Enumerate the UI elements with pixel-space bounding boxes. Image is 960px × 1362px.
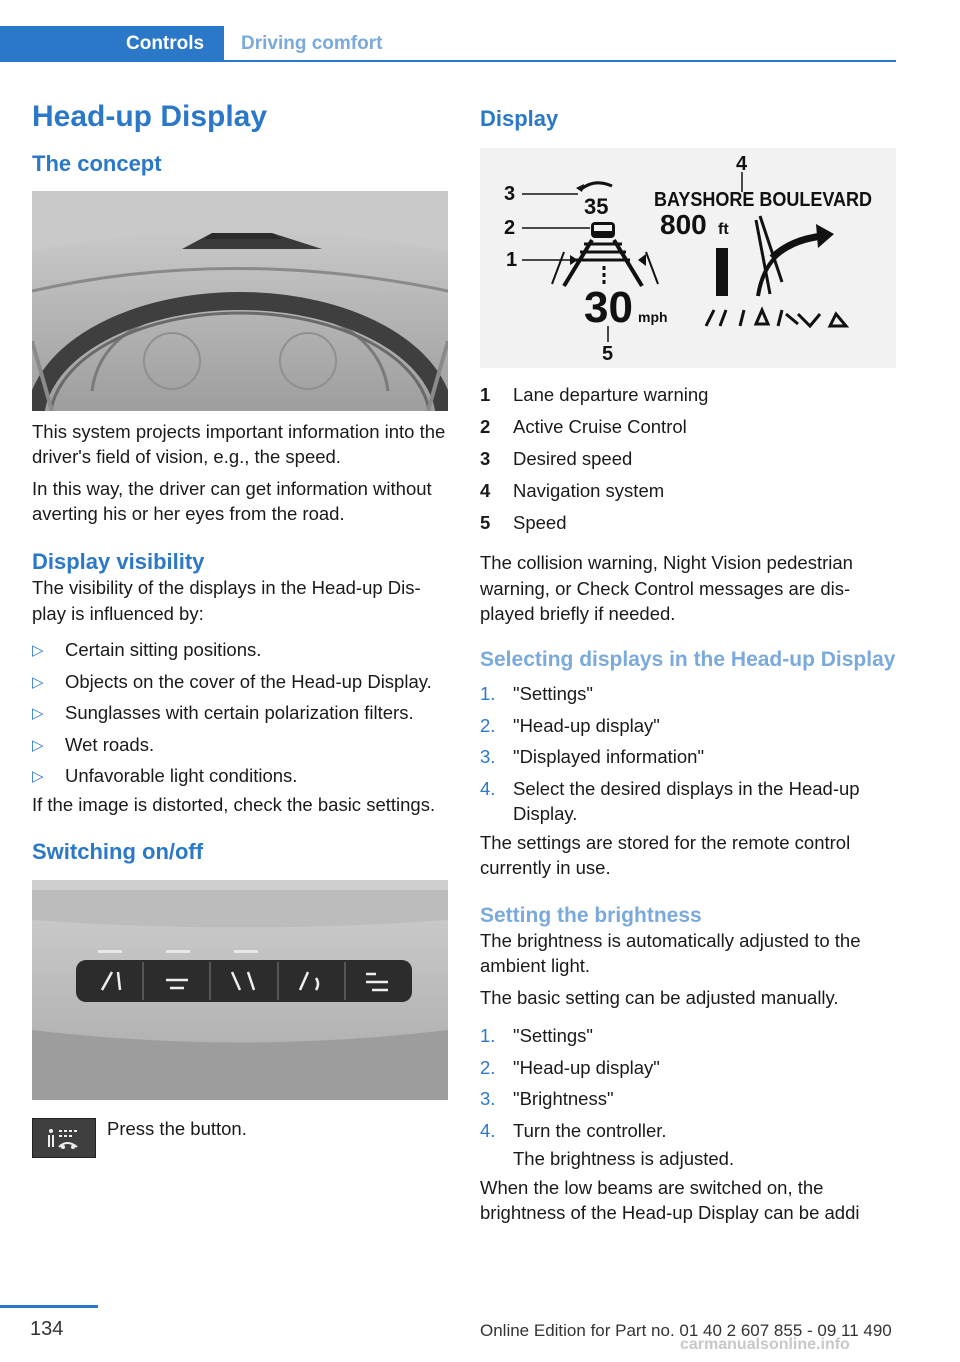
press-button-text: Press the button. <box>107 1117 247 1139</box>
distance-bar <box>716 248 728 296</box>
concept-text-2: In this way, the driver can get information without averting his or her eyes from the road. <box>32 477 432 525</box>
triangle-bullet-icon: ▷ <box>32 673 44 691</box>
legend-item: 1 Lane departure warning <box>480 384 709 406</box>
brightness-heading: Setting the brightness <box>480 903 702 927</box>
brightness-text-1: The brightness is automatically adjusted to the ambient light. <box>480 929 861 977</box>
list-item: 3. "Brightness" <box>480 1088 614 1110</box>
switch-heading: Switching on/off <box>32 839 204 865</box>
visibility-list <box>32 634 448 792</box>
selecting-heading: Selecting displays in the Head-up Display <box>480 647 896 671</box>
list-item: 2. "Head-up display" <box>480 714 660 736</box>
distance-value: 800 <box>660 209 707 241</box>
hud-legend <box>480 382 896 542</box>
list-item: ▷ Sunglasses with certain polarization filters. <box>32 697 448 729</box>
list-item: 4. Select the desired displays in the Head-up Display. <box>480 777 860 825</box>
brightness-step-result: The brightness is adjusted. <box>513 1148 735 1170</box>
list-item: ▷ Wet roads. <box>32 729 448 761</box>
page-number: 134 <box>30 1318 64 1340</box>
callout-2: 2 <box>504 217 516 240</box>
legend-item: 4 Navigation system <box>480 480 665 502</box>
page-header <box>0 26 896 62</box>
concept-heading: The concept <box>32 150 162 176</box>
concept-text-1: This system projects important information into the driver's field of vision, e.g., the speed. <box>32 420 446 468</box>
settings-stored-text: The settings are stored for the remote control currently in use. <box>480 831 851 879</box>
display-heading: Display <box>480 106 559 131</box>
low-beams-text: When the low beams are switched on, the brightness of the Head-up Display can be addi <box>480 1176 860 1224</box>
brightness-steps <box>480 1020 896 1146</box>
visibility-heading: Display visibility <box>32 548 205 574</box>
legend-item: 2 Active Cruise Control <box>480 416 687 438</box>
list-item: 3. "Displayed information" <box>480 746 705 768</box>
dashboard-photo <box>32 191 448 411</box>
watermark-text: carmanualsonline.info <box>680 1336 850 1353</box>
dashboard-illustration <box>32 191 448 411</box>
legend-item: 5 Speed <box>480 512 567 534</box>
list-item: 2. "Head-up display" <box>480 1056 660 1078</box>
callout-4: 4 <box>736 153 748 176</box>
list-item: ▷ Objects on the cover of the Head-up Display. <box>32 666 448 698</box>
list-item: 4. Turn the controller. <box>480 1119 667 1141</box>
list-item: ▷ Certain sitting positions. <box>32 634 448 666</box>
right-column <box>480 96 896 1226</box>
triangle-bullet-icon: ▷ <box>32 768 44 786</box>
collision-text: The collision warning, Night Vision pedestrian warning, or Check Control messages are displayed briefly if needed. <box>480 552 853 625</box>
list-item: 1. "Settings" <box>480 1025 593 1047</box>
list-item: 1. "Settings" <box>480 683 593 705</box>
callout-3: 3 <box>504 183 516 206</box>
page-title: Head-up Display <box>32 100 268 133</box>
button-panel-illustration <box>32 880 448 1100</box>
header-rule <box>0 60 896 62</box>
triangle-bullet-icon: ▷ <box>32 736 44 754</box>
tab-driving-comfort[interactable]: Driving comfort <box>241 33 383 54</box>
callout-1: 1 <box>506 249 518 272</box>
hud-display-diagram <box>480 148 896 368</box>
left-column <box>32 96 448 1180</box>
button-panel-photo <box>32 880 448 1100</box>
footer-rule <box>0 1305 98 1308</box>
visibility-intro: The visibility of the displays in the Head-up Display is influenced by: <box>32 577 421 624</box>
edition-text: Online Edition for Part no. 01 40 2 607 855 - 09 11 490 <box>480 1321 892 1340</box>
tab-controls[interactable]: Controls <box>0 26 224 62</box>
street-name: BAYSHORE BOULEVARD <box>654 189 872 212</box>
selecting-steps <box>480 678 896 830</box>
hud-diagram-svg <box>480 148 896 368</box>
distorted-note: If the image is distorted, check the basic settings. <box>32 793 436 815</box>
brightness-text-2: The basic setting can be adjusted manually. <box>480 986 839 1008</box>
press-button-row <box>32 1116 448 1180</box>
distance-unit: ft <box>718 221 729 239</box>
list-item: ▷ Unfavorable light conditions. <box>32 760 448 792</box>
speed-unit: mph <box>638 309 668 326</box>
triangle-bullet-icon: ▷ <box>32 705 44 723</box>
hud-button-symbol <box>33 1119 95 1157</box>
desired-speed-value: 35 <box>584 194 609 220</box>
triangle-bullet-icon: ▷ <box>32 642 44 660</box>
speed-value: 30 <box>584 283 633 333</box>
hud-button-icon <box>32 1118 96 1158</box>
callout-5: 5 <box>602 343 614 366</box>
legend-item: 3 Desired speed <box>480 448 633 470</box>
